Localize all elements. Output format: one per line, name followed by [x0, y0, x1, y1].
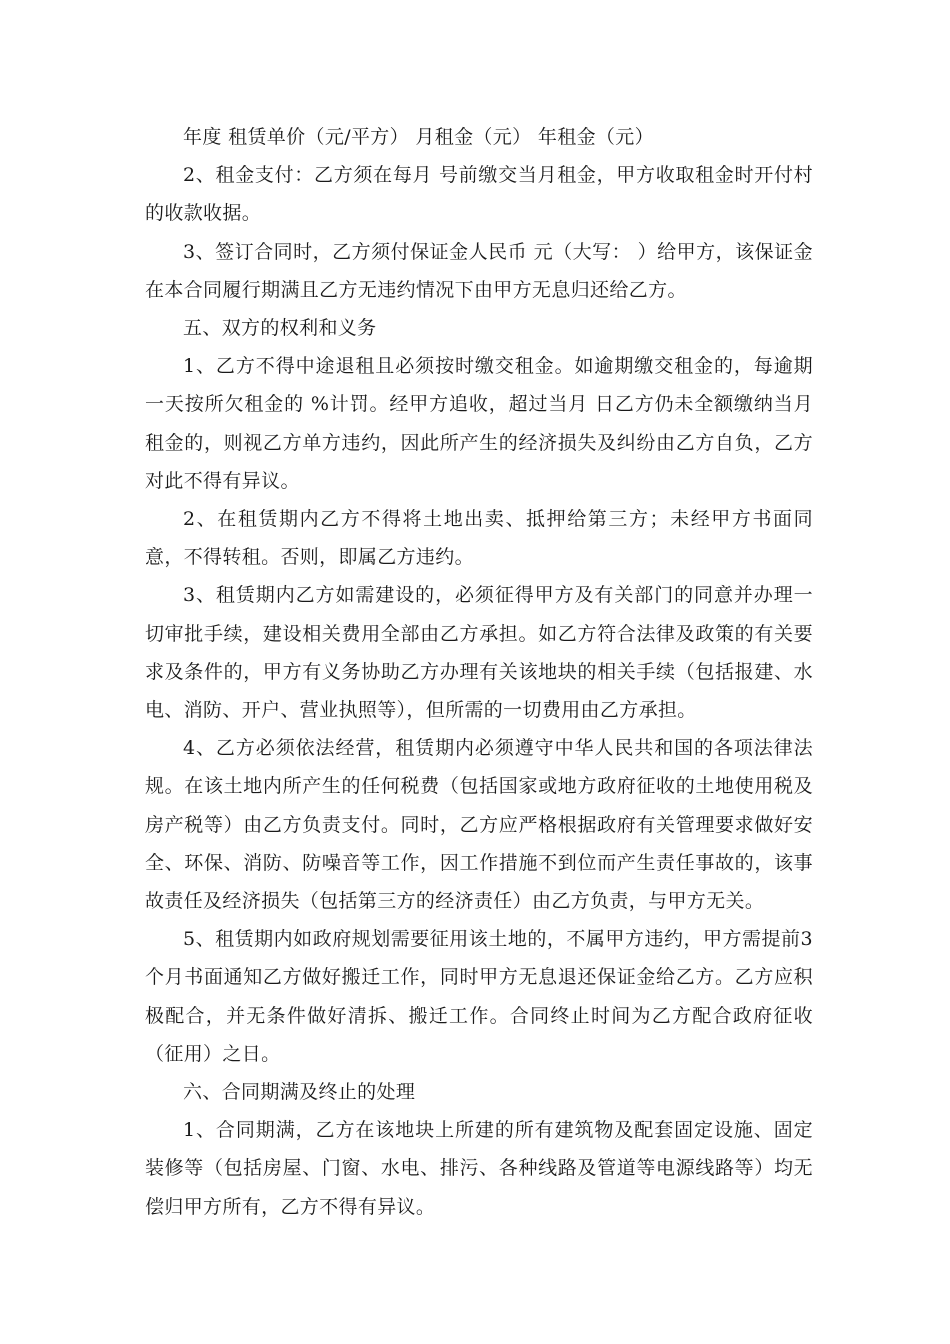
- rent-table-header: 年度 租赁单价（元/平方） 月租金（元） 年租金（元）: [183, 126, 654, 148]
- clause-no-early-termination: 1、乙方不得中途退租且必须按时缴交租金。如逾期缴交租金的，每逾期一天按所欠租金的 %计罚。经甲方追收，超过当月 日乙方仍未全额缴纳当月租金的，则视乙方单方违约，因此所产生的经济损失及纠纷由乙方自负，乙方对此不得有异议。: [145, 355, 813, 492]
- clause-construction-approval: 3、租赁期内乙方如需建设的，必须征得甲方及有关部门的同意并办理一切审批手续，建设相关费用全部由乙方承担。如乙方符合法律及政策的有关要求及条件的，甲方有义务协助乙方办理有关该地块的相关手续（包括报建、水电、消防、开户、营业执照等），但所需的一切费用由乙方承担。: [145, 584, 813, 722]
- document-body: [145, 118, 813, 1226]
- clause-government-requisition: 5、租赁期内如政府规划需要征用该土地的，不属甲方违约，甲方需提前3个月书面通知乙方做好搬迁工作，同时甲方无息退还保证金给乙方。乙方应积极配合，并无条件做好清拆、搬迁工作。合同终止时间为乙方配合政府征收（征用）之日。: [145, 928, 813, 1065]
- clause-deposit: 3、签订合同时，乙方须付保证金人民币 元（大写： ）给甲方，该保证金在本合同履行期满且乙方无违约情况下由甲方无息归还给乙方。: [145, 240, 813, 301]
- clause-rent-payment: 2、租金支付：乙方须在每月 号前缴交当月租金，甲方收取租金时开付村的收款收据。: [145, 164, 813, 225]
- clause-no-sale-or-sublease: 2、在租赁期内乙方不得将土地出卖、抵押给第三方；未经甲方书面同意，不得转租。否则，即属乙方违约。: [145, 508, 813, 569]
- section-heading-rights-obligations: 五、双方的权利和义务: [183, 317, 377, 340]
- clause-expiry-property-transfer: 1、合同期满，乙方在该地块上所建的所有建筑物及配套固定设施、固定装修等（包括房屋、门窗、水电、排污、各种线路及管道等电源线路等）均无偿归甲方所有，乙方不得有异议。: [145, 1119, 813, 1218]
- section-heading-contract-expiry: 六、合同期满及终止的处理: [183, 1081, 416, 1104]
- clause-lawful-operation: 4、乙方必须依法经营，租赁期内必须遵守中华人民共和国的各项法律法规。在该土地内所产生的任何税费（包括国家或地方政府征收的土地使用税及房产税等）由乙方负责支付。同时，乙方应严格根据政府有关管理要求做好安全、环保、消防、防噪音等工作，因工作措施不到位而产生责任事故的，该事故责任及经济损失（包括第三方的经济责任）由乙方负责，与甲方无关。: [145, 737, 813, 913]
